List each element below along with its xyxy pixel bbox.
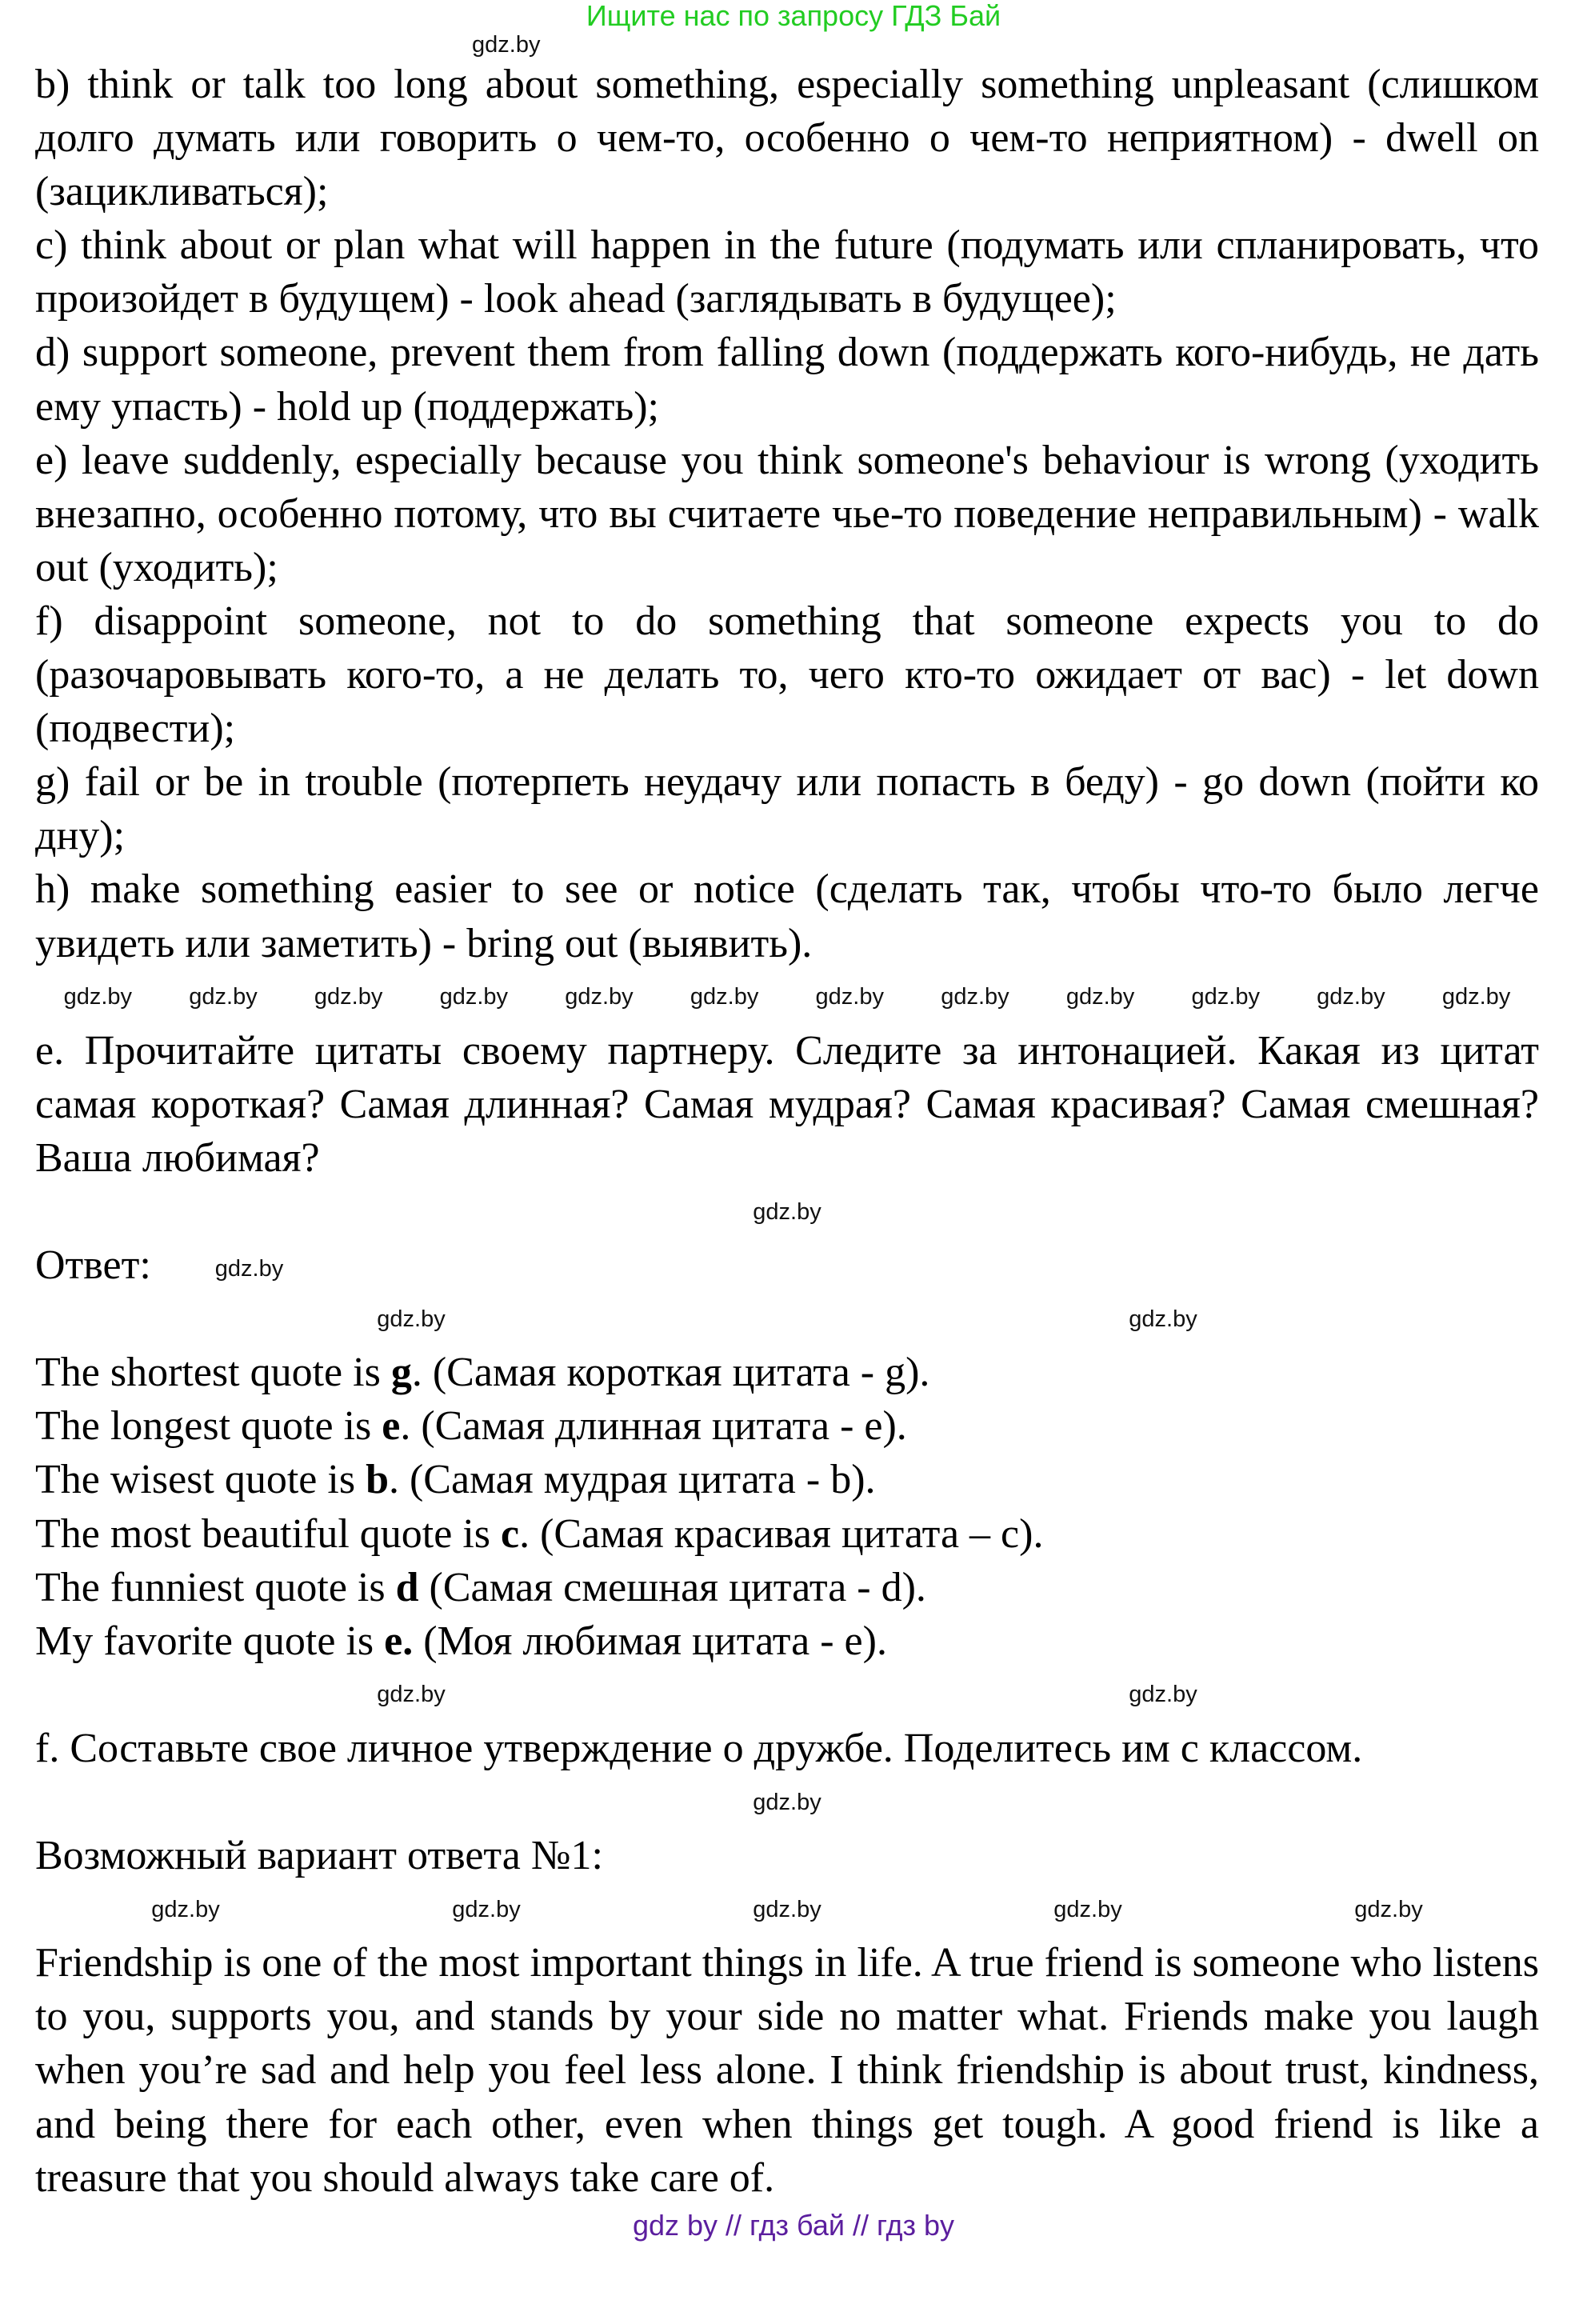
definition-c: c) think about or plan what will happen in the future (подумать или спланировать, что произойдет в будущем) - look ahead (заглядывать в будущее); xyxy=(35,222,1539,322)
watermark-row xyxy=(0,32,1587,58)
watermark: gdz.by xyxy=(815,984,884,1010)
watermark: gdz.by xyxy=(753,1789,821,1815)
answer-line xyxy=(35,1453,1539,1506)
watermark: gdz.by xyxy=(439,984,509,1010)
answer-letter: d xyxy=(395,1564,419,1610)
answer-text: The funniest quote is xyxy=(35,1564,396,1610)
watermark: gdz.by xyxy=(189,984,258,1010)
watermark-row xyxy=(35,1882,1539,1936)
watermark: gdz.by xyxy=(1441,984,1511,1010)
definition-f: f) disappoint someone, not to do something that someone expects you to do (разочаровывать кого-то, а не делать то, чего кто-то ожидает от вас) - let down (подвести); xyxy=(35,598,1539,752)
search-banner: Ищите нас по запросу ГДЗ Бай xyxy=(586,0,1001,32)
watermark: gdz.by xyxy=(690,984,759,1010)
answer-line xyxy=(35,1507,1539,1561)
definition-d: d) support someone, prevent them from falling down (поддержать кого-нибудь, не дать ему упасть) - hold up (поддержать); xyxy=(35,330,1539,430)
answer-text: . (Самая мудрая цитата - b). xyxy=(388,1457,876,1503)
watermark: gdz.by xyxy=(1191,984,1260,1010)
answer-text: (Моя любимая цитата - e). xyxy=(413,1618,887,1664)
watermark: gdz.by xyxy=(1354,1896,1423,1922)
answer-letter: c xyxy=(501,1510,520,1557)
answer-text: . (Самая длинная цитата - e). xyxy=(400,1403,907,1450)
footer-links[interactable]: gdz by // гдз бай // гдз by xyxy=(632,2208,955,2242)
watermark: gdz.by xyxy=(753,1198,821,1225)
answer-letter: b xyxy=(366,1457,389,1503)
watermark: gdz.by xyxy=(63,984,133,1010)
watermark-row xyxy=(35,1775,1539,1829)
task-e: e. Прочитайте цитаты своему партнеру. Следите за интонацией. Какая из цитат самая короткая? Самая длинная? Самая мудрая? Самая красивая? Самая смешная? Ваша любимая? xyxy=(35,1027,1539,1181)
watermark: gdz.by xyxy=(1129,1306,1197,1332)
watermark: gdz.by xyxy=(452,1896,521,1922)
answer-text: The wisest quote is xyxy=(35,1457,366,1503)
watermark: gdz.by xyxy=(753,1896,821,1922)
task-f: f. Составьте свое личное утверждение о дружбе. Поделитесь им с классом. xyxy=(35,1725,1363,1771)
watermark: gdz.by xyxy=(151,1896,220,1922)
watermark: gdz.by xyxy=(472,32,541,58)
watermark-row xyxy=(35,970,1539,1024)
watermark: gdz.by xyxy=(1129,1682,1197,1708)
watermark: gdz.by xyxy=(941,984,1009,1010)
watermark: gdz.by xyxy=(377,1682,446,1708)
answer-text: (Самая смешная цитата - d). xyxy=(418,1564,926,1610)
answer-line xyxy=(35,1399,1539,1453)
watermark: gdz.by xyxy=(377,1306,446,1332)
answer-text: The most beautiful quote is xyxy=(35,1510,502,1557)
watermark-row xyxy=(35,1292,1539,1346)
answer-text: The shortest quote is xyxy=(35,1350,391,1396)
definition-h: h) make something easier to see or notice (сделать так, чтобы что-то было легче увидеть или заметить) - bring out (выявить). xyxy=(35,866,1539,966)
answer-label-row xyxy=(35,1238,1539,1292)
answer-text: My favorite quote is xyxy=(35,1618,385,1664)
answer-line xyxy=(35,1346,1539,1399)
watermark: gdz.by xyxy=(565,984,634,1010)
watermark-row xyxy=(35,1668,1539,1722)
definition-g: g) fail or be in trouble (потерпеть неудачу или попасть в беду) - go down (пойти ко дну); xyxy=(35,759,1539,859)
watermark: gdz.by xyxy=(314,984,383,1010)
answer-label: Ответ: xyxy=(35,1242,151,1289)
variant-label: Возможный вариант ответа №1: xyxy=(35,1833,603,1879)
document-body xyxy=(35,58,1539,2205)
definition-b: b) think or talk too long about something, especially something unpleasant (слишком долго думать или говорить о чем-то, особенно о чем-то неприятном) - dwell on (зацикливаться); xyxy=(35,62,1539,215)
definition-e: e) leave suddenly, especially because you think someone's behaviour is wrong (уходить внезапно, особенно потому, что вы считаете чье-то поведение неправильным) - walk out (уходить); xyxy=(35,437,1539,590)
watermark: gdz.by xyxy=(1065,984,1135,1010)
answer-letter: e xyxy=(382,1403,401,1450)
answers-list xyxy=(35,1346,1539,1668)
watermark: gdz.by xyxy=(214,1256,284,1282)
answer-line xyxy=(35,1614,1539,1668)
answer-text: . (Самая красивая цитата – c). xyxy=(519,1510,1044,1557)
variant-text: Friendship is one of the most important things in life. A true friend is someone who listens to you, supports you, and stands by your side no matter what. Friends make you laugh when you’re sad and help you feel less alone. I think friendship is about trust, kindness, and being there for each other, even when things get tough. A good friend is like a treasure that you should always take care of. xyxy=(35,1940,1539,2201)
answer-text: . (Самая короткая цитата - g). xyxy=(411,1350,930,1396)
answer-line xyxy=(35,1561,1539,1614)
answer-text: The longest quote is xyxy=(35,1403,382,1450)
answer-letter: e. xyxy=(384,1618,414,1664)
answer-letter: g xyxy=(390,1350,412,1396)
watermark: gdz.by xyxy=(1317,984,1385,1010)
watermark-row xyxy=(35,1185,1539,1238)
watermark: gdz.by xyxy=(1053,1896,1122,1922)
